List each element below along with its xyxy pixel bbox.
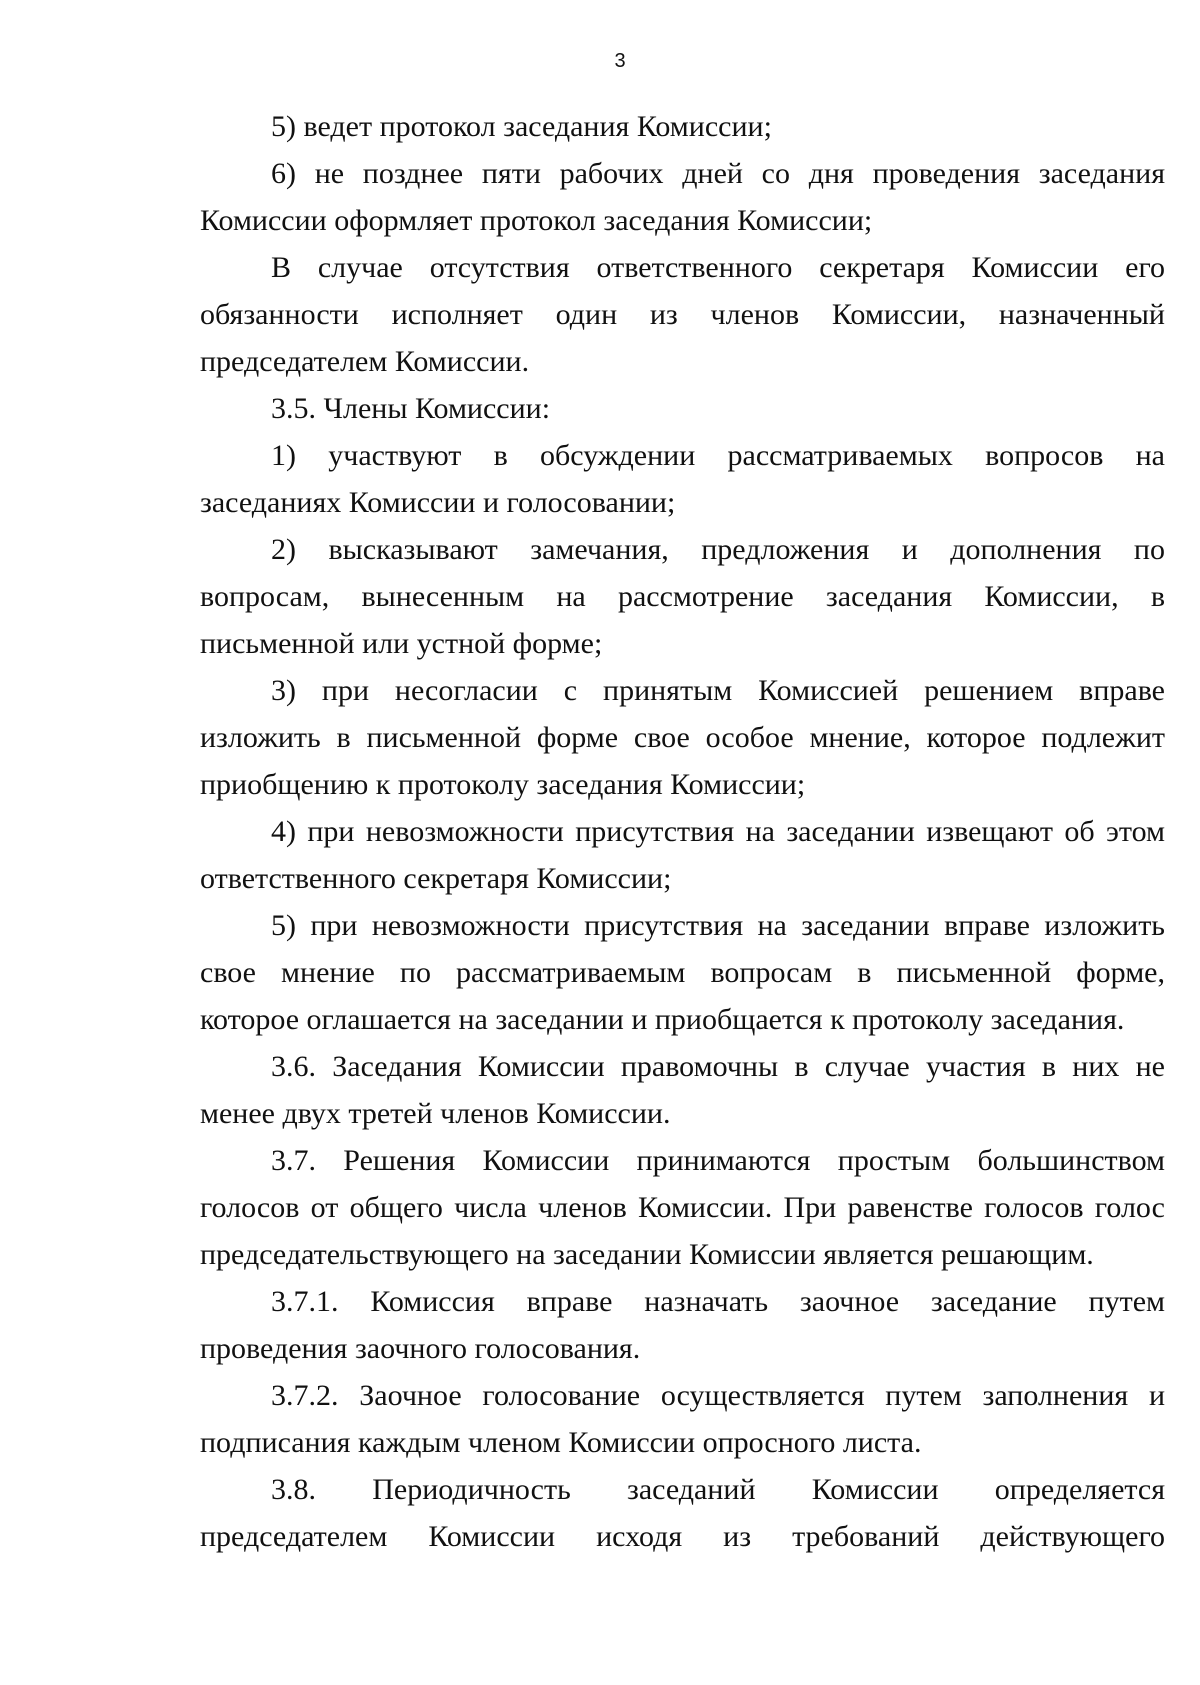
paragraph-line: 3.7.2. Заочное голосование осуществляется путем заполнения и xyxy=(271,1379,1165,1412)
paragraph-line: подписания каждым членом Комиссии опросного листа. xyxy=(200,1426,922,1459)
paragraph xyxy=(200,1043,1165,1137)
paragraph-line: заседаниях Комиссии и голосовании; xyxy=(200,486,676,519)
paragraph xyxy=(200,103,1165,150)
paragraph-line: менее двух третей членов Комиссии. xyxy=(200,1097,671,1130)
paragraph xyxy=(200,244,1165,385)
paragraph-line: изложить в письменной форме свое особое мнение, которое подлежит xyxy=(200,721,1165,754)
paragraph-line: 3.6. Заседания Комиссии правомочны в случае участия в них не xyxy=(271,1050,1165,1083)
paragraph-line: 5) при невозможности присутствия на заседании вправе изложить xyxy=(271,909,1165,942)
paragraph-line: 3.7. Решения Комиссии принимаются простым большинством xyxy=(271,1144,1165,1177)
paragraph xyxy=(200,150,1165,244)
paragraph-line: ответственного секретаря Комиссии; xyxy=(200,862,672,895)
paragraph-line: вопросам, вынесенным на рассмотрение заседания Комиссии, в xyxy=(200,580,1165,613)
paragraph-line: 2) высказывают замечания, предложения и дополнения по xyxy=(271,533,1165,566)
paragraph-line: 3.8. Периодичность заседаний Комиссии определяется xyxy=(271,1473,1165,1506)
paragraph xyxy=(200,902,1165,1043)
paragraph xyxy=(200,526,1165,667)
paragraph xyxy=(200,1278,1165,1372)
paragraph-line: свое мнение по рассматриваемым вопросам в письменной форме, xyxy=(200,956,1165,989)
paragraph-line: обязанности исполняет один из членов Комиссии, назначенный xyxy=(200,298,1165,331)
paragraph-line: председателем Комиссии исходя из требований действующего xyxy=(200,1520,1165,1553)
paragraph-line: 6) не позднее пяти рабочих дней со дня проведения заседания xyxy=(271,157,1165,190)
paragraph xyxy=(200,1137,1165,1278)
paragraph-line: 3) при несогласии с принятым Комиссией решением вправе xyxy=(271,674,1165,707)
paragraph-line: В случае отсутствия ответственного секретаря Комиссии его xyxy=(271,251,1165,284)
paragraph-line: 3.7.1. Комиссия вправе назначать заочное заседание путем xyxy=(271,1285,1165,1318)
paragraph-line: голосов от общего числа членов Комиссии. При равенстве голосов голос xyxy=(200,1191,1165,1224)
paragraph-line: председателем Комиссии. xyxy=(200,345,530,378)
page-number: 3 xyxy=(614,50,626,72)
paragraph-line: 1) участвуют в обсуждении рассматриваемых вопросов на xyxy=(271,439,1165,472)
paragraph xyxy=(200,808,1165,902)
paragraph-line: председательствующего на заседании Комиссии является решающим. xyxy=(200,1238,1094,1271)
paragraph-line: письменной или устной форме; xyxy=(200,627,603,660)
document-body xyxy=(200,103,1165,1560)
paragraph xyxy=(200,667,1165,808)
paragraph-line: проведения заочного голосования. xyxy=(200,1332,641,1365)
paragraph xyxy=(200,1372,1165,1466)
paragraph-line: которое оглашается на заседании и приобщается к протоколу заседания. xyxy=(200,1003,1125,1036)
paragraph xyxy=(200,1466,1165,1560)
paragraph xyxy=(200,432,1165,526)
paragraph-line: 3.5. Члены Комиссии: xyxy=(271,392,551,425)
paragraph-line: приобщению к протоколу заседания Комиссии; xyxy=(200,768,806,801)
paragraph-line: Комиссии оформляет протокол заседания Комиссии; xyxy=(200,204,873,237)
paragraph-line: 5) ведет протокол заседания Комиссии; xyxy=(271,110,772,143)
paragraph xyxy=(200,385,1165,432)
paragraph-line: 4) при невозможности присутствия на заседании извещают об этом xyxy=(271,815,1165,848)
